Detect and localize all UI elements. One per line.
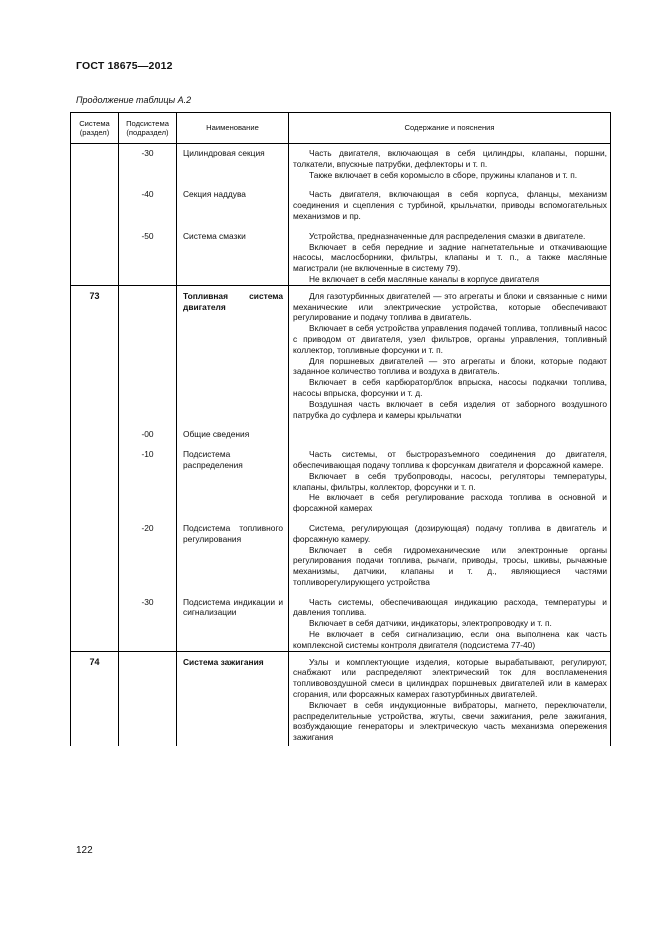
header-system: Система (раздел) bbox=[71, 113, 119, 144]
cell-subsystem: -10 bbox=[119, 440, 177, 514]
cell-description bbox=[289, 420, 611, 440]
description-paragraph: Часть двигателя, включающая в себя цилиндры, клапаны, поршни, толкатели, впускные патрубки, дефлекторы и т. п. bbox=[293, 148, 607, 169]
description-paragraph: Часть системы, от быстроразъемного соединения до двигателя, обеспечивающая подачу топлива к форсункам двигателя и форсажной камере. bbox=[293, 449, 607, 470]
cell-name: Система зажигания bbox=[177, 651, 289, 746]
table-row bbox=[71, 588, 611, 651]
specification-table bbox=[70, 112, 611, 746]
cell-name: Подсистема распределения bbox=[177, 440, 289, 514]
cell-system bbox=[71, 440, 119, 514]
table-caption: Продолжение таблицы А.2 bbox=[76, 95, 192, 105]
cell-subsystem: -40 bbox=[119, 180, 177, 221]
description-paragraph: Также включает в себя коромысло в сборе, пружины клапанов и т. п. bbox=[309, 169, 578, 180]
cell-description bbox=[289, 651, 611, 746]
description-paragraph: Для газотурбинных двигателей — это агрегаты и блоки и связанные с ними механические или электрические устройства, которые обеспечивают регулирование и подачу топлива в двигатель. bbox=[293, 290, 607, 323]
description-paragraph: Включает в себя датчики, индикаторы, электропроводку и т. п. bbox=[309, 618, 552, 629]
cell-name: Подсистема индикации и сигнализации bbox=[177, 588, 289, 651]
description-paragraph: Не включает в себя сигнализацию, если она выполнена как часть комплексной системы контроля двигателя (подсистема 77-40) bbox=[293, 629, 607, 650]
table-body bbox=[71, 144, 611, 747]
cell-system bbox=[71, 588, 119, 651]
description-paragraph: Часть двигателя, включающая в себя корпуса, фланцы, механизм соединения и сцепления с турбиной, крыльчатки, приводы вспомогательных механизмов и пр. bbox=[293, 189, 607, 221]
description-paragraph: Включает в себя передние и задние нагнетательные и откачивающие насосы, маслосборники, фильтры, клапаны и т. п., а также масляные магистрали (не включенные в систему 79). bbox=[293, 241, 607, 274]
table-row bbox=[71, 651, 611, 746]
cell-subsystem bbox=[119, 285, 177, 420]
table-row bbox=[71, 144, 611, 181]
description-paragraph: Часть системы, обеспечивающая индикацию расхода, температуры и давления топлива. bbox=[293, 596, 607, 618]
cell-system: 73 bbox=[71, 285, 119, 420]
description-paragraph: Включает в себя устройства управления подачей топлива, топливный насос с приводом от двигателя, узел фильтров, органы управления, топливный коллектор, топливные форсунки и т. п. bbox=[293, 323, 607, 355]
cell-system bbox=[71, 180, 119, 221]
table-row bbox=[71, 420, 611, 440]
table-row bbox=[71, 285, 611, 420]
cell-system bbox=[71, 144, 119, 181]
cell-description bbox=[289, 222, 611, 285]
header-description: Содержание и пояснения bbox=[289, 113, 611, 144]
cell-name: Секция наддува bbox=[177, 180, 289, 221]
cell-description bbox=[289, 514, 611, 588]
table-row bbox=[71, 440, 611, 514]
table-row bbox=[71, 222, 611, 285]
description-paragraph: Воздушная часть включает в себя изделия от заборного воздушного патрубка до суфлера и камеры крыльчатки bbox=[293, 398, 607, 420]
description-paragraph: Не включает в себя масляные каналы в корпусе двигателя bbox=[309, 273, 540, 284]
cell-subsystem: -00 bbox=[119, 420, 177, 440]
table-row bbox=[71, 180, 611, 221]
cell-subsystem: -20 bbox=[119, 514, 177, 588]
cell-name: Топливная система двигателя bbox=[177, 285, 289, 420]
header-name: Наименование bbox=[177, 113, 289, 144]
table-header-row bbox=[71, 113, 611, 144]
description-paragraph: Устройства, предназначенные для распределения смазки в двигателе. bbox=[309, 230, 586, 241]
cell-subsystem bbox=[119, 651, 177, 746]
description-paragraph: Включает в себя гидромеханические или электронные органы регулирования подачи топлива, рычаги, приводы, тросы, шкивы, рычажные механизмы, датчики, клапаны и т. д., являющиеся частями топливорегулирующего устройства bbox=[293, 544, 607, 587]
cell-system bbox=[71, 420, 119, 440]
description-paragraph: Включает в себя карбюратор/блок впрыска, насосы подкачки топлива, насосы впрыска, форсунки и т. д. bbox=[293, 377, 607, 398]
description-paragraph: Включает в себя индукционные вибраторы, магнето, переключатели, распределительные устройства, жгуты, свечи зажигания, реле зажигания, возбуждающие генераторы и электрическую часть механизма опережения зажигания bbox=[293, 699, 607, 743]
document-title: ГОСТ 18675—2012 bbox=[76, 60, 173, 72]
cell-name: Общие сведения bbox=[177, 420, 289, 440]
cell-name: Система смазки bbox=[177, 222, 289, 285]
cell-subsystem: -30 bbox=[119, 588, 177, 651]
cell-subsystem: -30 bbox=[119, 144, 177, 181]
description-paragraph: Система, регулирующая (дозирующая) подачу топлива в двигатель и форсажную камеру. bbox=[293, 522, 607, 544]
header-subsystem: Подсистема (подраздел) bbox=[119, 113, 177, 144]
cell-system bbox=[71, 222, 119, 285]
cell-description bbox=[289, 144, 611, 181]
cell-description bbox=[289, 588, 611, 651]
cell-system bbox=[71, 514, 119, 588]
cell-description bbox=[289, 440, 611, 514]
cell-description bbox=[289, 285, 611, 420]
cell-system: 74 bbox=[71, 651, 119, 746]
cell-name: Цилиндровая секция bbox=[177, 144, 289, 181]
description-paragraph: Для поршневых двигателей — это агрегаты и блоки, которые подают заданное количество топлива и воздуха в двигатель. bbox=[293, 355, 607, 377]
description-paragraph: Включает в себя трубопроводы, насосы, регуляторы температуры, клапаны, фильтры, коллектор, форсунки и т. п. bbox=[293, 470, 607, 492]
cell-name: Подсистема топливного регулирования bbox=[177, 514, 289, 588]
cell-subsystem: -50 bbox=[119, 222, 177, 285]
description-paragraph: Узлы и комплектующие изделия, которые вырабатывают, регулируют, снабжают или распределяют электрический ток для воспламенения топливовоздушной смеси в цилиндрах поршневых двигателей или в камерах сгорания, или форсажных камерах газотурбинных двигателей. bbox=[293, 656, 607, 700]
description-paragraph: Не включает в себя регулирование расхода топлива в основной и форсажной камерах bbox=[293, 492, 607, 514]
cell-description bbox=[289, 180, 611, 221]
page-number: 122 bbox=[76, 845, 93, 856]
table-row bbox=[71, 514, 611, 588]
